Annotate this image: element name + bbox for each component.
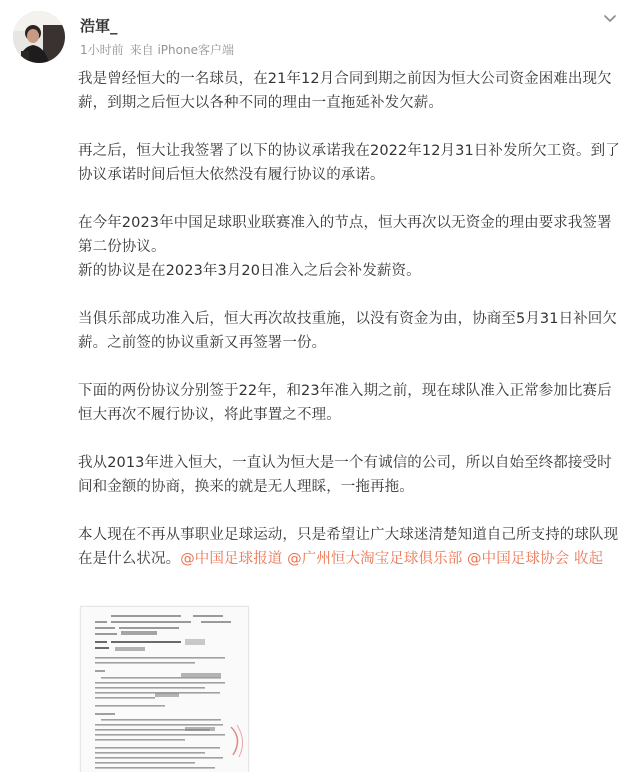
post-paragraph: 新的协议是在2023年3月20日准入之后会补发薪资。 bbox=[78, 263, 421, 279]
post-paragraph: 我从2013年进入恒大，一直认为恒大是一个有诚信的公司，所以自始至终都接受时间和金额的协商，换来的就是无人理睬，一拖再拖。 bbox=[78, 455, 612, 495]
post-last-paragraph bbox=[78, 523, 626, 571]
post-time[interactable]: 1小时前 bbox=[80, 43, 124, 57]
document-image bbox=[81, 607, 248, 772]
post-paragraph: 我是曾经恒大的一名球员，在21年12月合同到期之前因为恒大公司资金困难出现欠薪，到期之后恒大以各种不同的理由一直拖延补发欠薪。 bbox=[78, 71, 612, 111]
post-paragraph: 当俱乐部成功准入后，恒大再次故技重施，以没有资金为由，协商至5月31日补回欠薪。之前签的协议重新又再签署一份。 bbox=[78, 311, 617, 351]
avatar[interactable] bbox=[13, 11, 65, 63]
document-image-thumbnail[interactable] bbox=[80, 606, 249, 772]
post-paragraph: 下面的两份协议分别签于22年，和23年准入期之前，现在球队准入正常参加比赛后恒大再次不履行协议，将此事置之不理。 bbox=[78, 383, 612, 423]
collapse-link[interactable]: 收起 bbox=[573, 551, 604, 567]
mention-link[interactable]: @广州恒大淘宝足球俱乐部 bbox=[287, 551, 463, 567]
avatar-photo-icon bbox=[13, 11, 65, 63]
post-paragraph: 再之后，恒大让我签署了以下的协议承诺我在2022年12月31日补发所欠工资。到了协议承诺时间后恒大依然没有履行协议的承诺。 bbox=[78, 143, 620, 183]
post-content bbox=[78, 67, 626, 571]
username-link[interactable]: 浩軍_ bbox=[80, 17, 118, 35]
post-paragraph: 在今年2023年中国足球职业联赛准入的节点，恒大再次以无资金的理由要求我签署第二份协议。 bbox=[78, 215, 612, 255]
post-source: 来自 iPhone客户端 bbox=[129, 43, 234, 57]
mention-link[interactable]: @中国足球协会 bbox=[467, 551, 570, 567]
chevron-down-icon[interactable] bbox=[602, 10, 618, 22]
post-paragraph-text: 本人现在不再从事职业足球运动，只是希望让广大球迷清楚知道自己所支持的球队现在是什么状况。 bbox=[78, 527, 619, 567]
mention-link[interactable]: @中国足球报道 bbox=[180, 551, 283, 567]
post-meta bbox=[80, 41, 234, 58]
